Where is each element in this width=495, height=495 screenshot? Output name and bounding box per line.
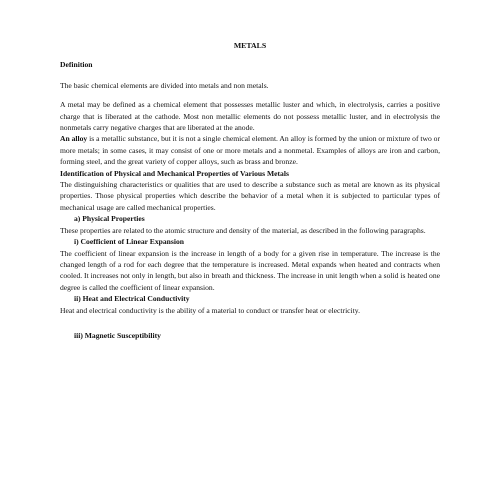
paragraph-linear-expansion: The coefficient of linear expansion is the increase in length of a body for a given rise in temperature. The increase is the changed length of a rod for each degree that the temperature is increased. Metal expands when heated and contracts when cooled. It increases not only in length, but also in breath and thickness. The increase in unit length when a solid is heated one degree is called the coefficient of linear expansion. (60, 248, 440, 292)
paragraph-metal-definition: A metal may be defined as a chemical element that possesses metallic luster and which, in electrolysis, carries a positive charge that is liberated at the cathode. Most non metallic elements do not possess metallic luster, and in electrolysis the nonmetals carry negative charges that are liberated at the anode. (60, 100, 440, 133)
definition-heading: Definition (60, 60, 93, 70)
paragraph-intro: The basic chemical elements are divided into metals and non metals. (60, 80, 269, 90)
paragraph-alloy (60, 133, 440, 167)
magnetic-susceptibility-heading: iii) Magnetic Susceptibility (74, 330, 161, 340)
conductivity-heading: ii) Heat and Electrical Conductivity (74, 294, 190, 304)
paragraph-physical-properties: These properties are related to the atomic structure and density of the material, as described in the following paragraphs. (60, 225, 426, 235)
identification-heading: Identification of Physical and Mechanical Properties of Various Metals (60, 168, 289, 178)
paragraph-conductivity: Heat and electrical conductivity is the ability of a material to conduct or transfer heat or electricity. (60, 305, 360, 315)
physical-properties-heading: a) Physical Properties (74, 214, 145, 224)
alloy-lead: An alloy (60, 134, 88, 144)
linear-expansion-heading: i) Coefficient of Linear Expansion (74, 237, 184, 247)
alloy-text: is a metallic substance, but it is not a single chemical element. An alloy is formed by the union or mixture of two or more metals; in some cases, it may consist of one or more metals and a nonmetal. Examples of alloys are iron and carbon, forming steel, and the great variety of copper alloys, such as brass and bronze. (60, 134, 441, 167)
paragraph-physical-properties-intro: The distinguishing characteristics or qualities that are used to describe a substance such as metal are known as its physical properties. Those physical properties which describe the behavior of a metal when it is subjected to particular types of mechanical usage are called mechanical properties. (60, 180, 440, 212)
page-title: METALS (233, 41, 267, 50)
document-content (60, 40, 440, 341)
